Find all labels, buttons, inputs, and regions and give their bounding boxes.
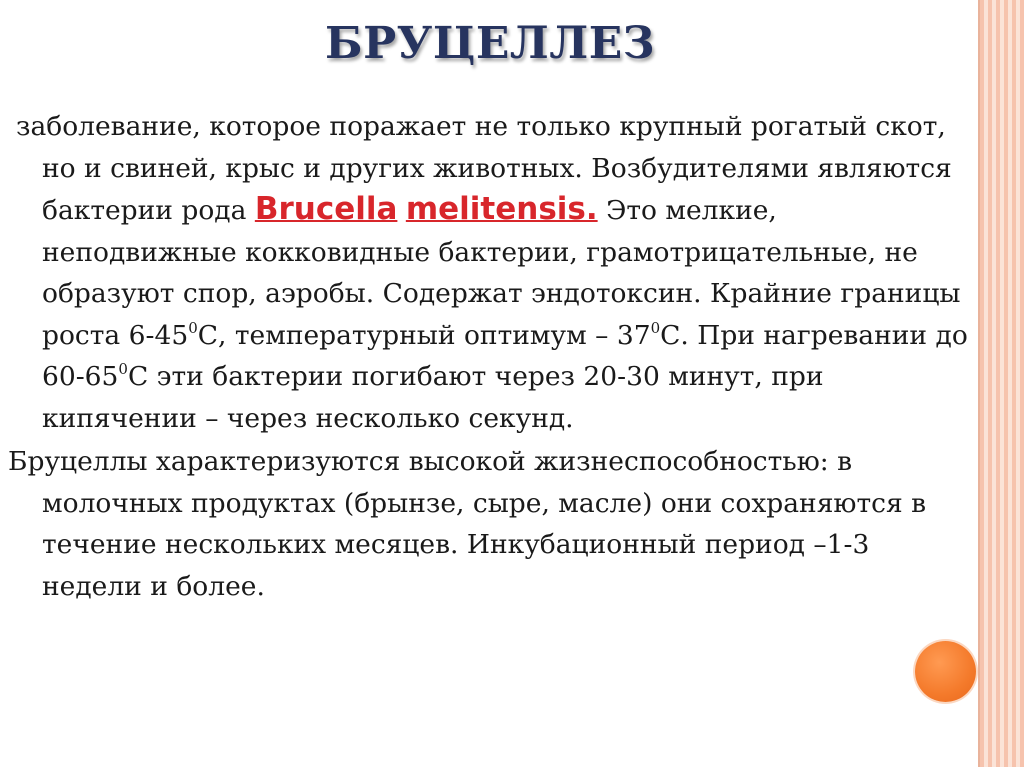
decorative-stripes [980, 0, 1024, 767]
paragraph-text: Это мелкие, неподвижные кокковидные бактерии, грамотрицательные, не образуют спор, аэробы. Содержат эндотоксин. Крайние границы роста 6-45 [42, 195, 961, 351]
paragraph-text: С эти бактерии погибают через 20-30 минут, при кипячении – через несколько секунд. [42, 361, 824, 434]
orange-circle-decoration [915, 641, 976, 702]
decorative-stripes-edge [978, 0, 980, 767]
latin-genus: Brucella [254, 191, 398, 227]
slide-title: БРУЦЕЛЛЕЗ [324, 18, 656, 69]
paragraph-description [8, 106, 968, 439]
superscript: 0 [118, 360, 128, 378]
paragraph-text: заболевание, которое поражает не только крупный рогатый скот, но и свиней, крыс и других животных. Возбудителями являются бактерии рода [16, 111, 952, 226]
latin-species: melitensis. [405, 191, 598, 227]
superscript: 0 [188, 318, 198, 337]
superscript: 0 [650, 318, 661, 337]
paragraph-text: С. При нагревании до 60-65 [42, 319, 968, 392]
paragraph-text: С, температурный оптимум – 37 [197, 319, 651, 351]
paragraph-viability: Бруцеллы характеризуются высокой жизнеспособностью: в молочных продуктах (брынзе, сыре, масле) они сохраняются в течение нескольких месяцев. Инкубационный период –1-3 недели и более. [8, 446, 927, 602]
slide-body [8, 106, 968, 607]
